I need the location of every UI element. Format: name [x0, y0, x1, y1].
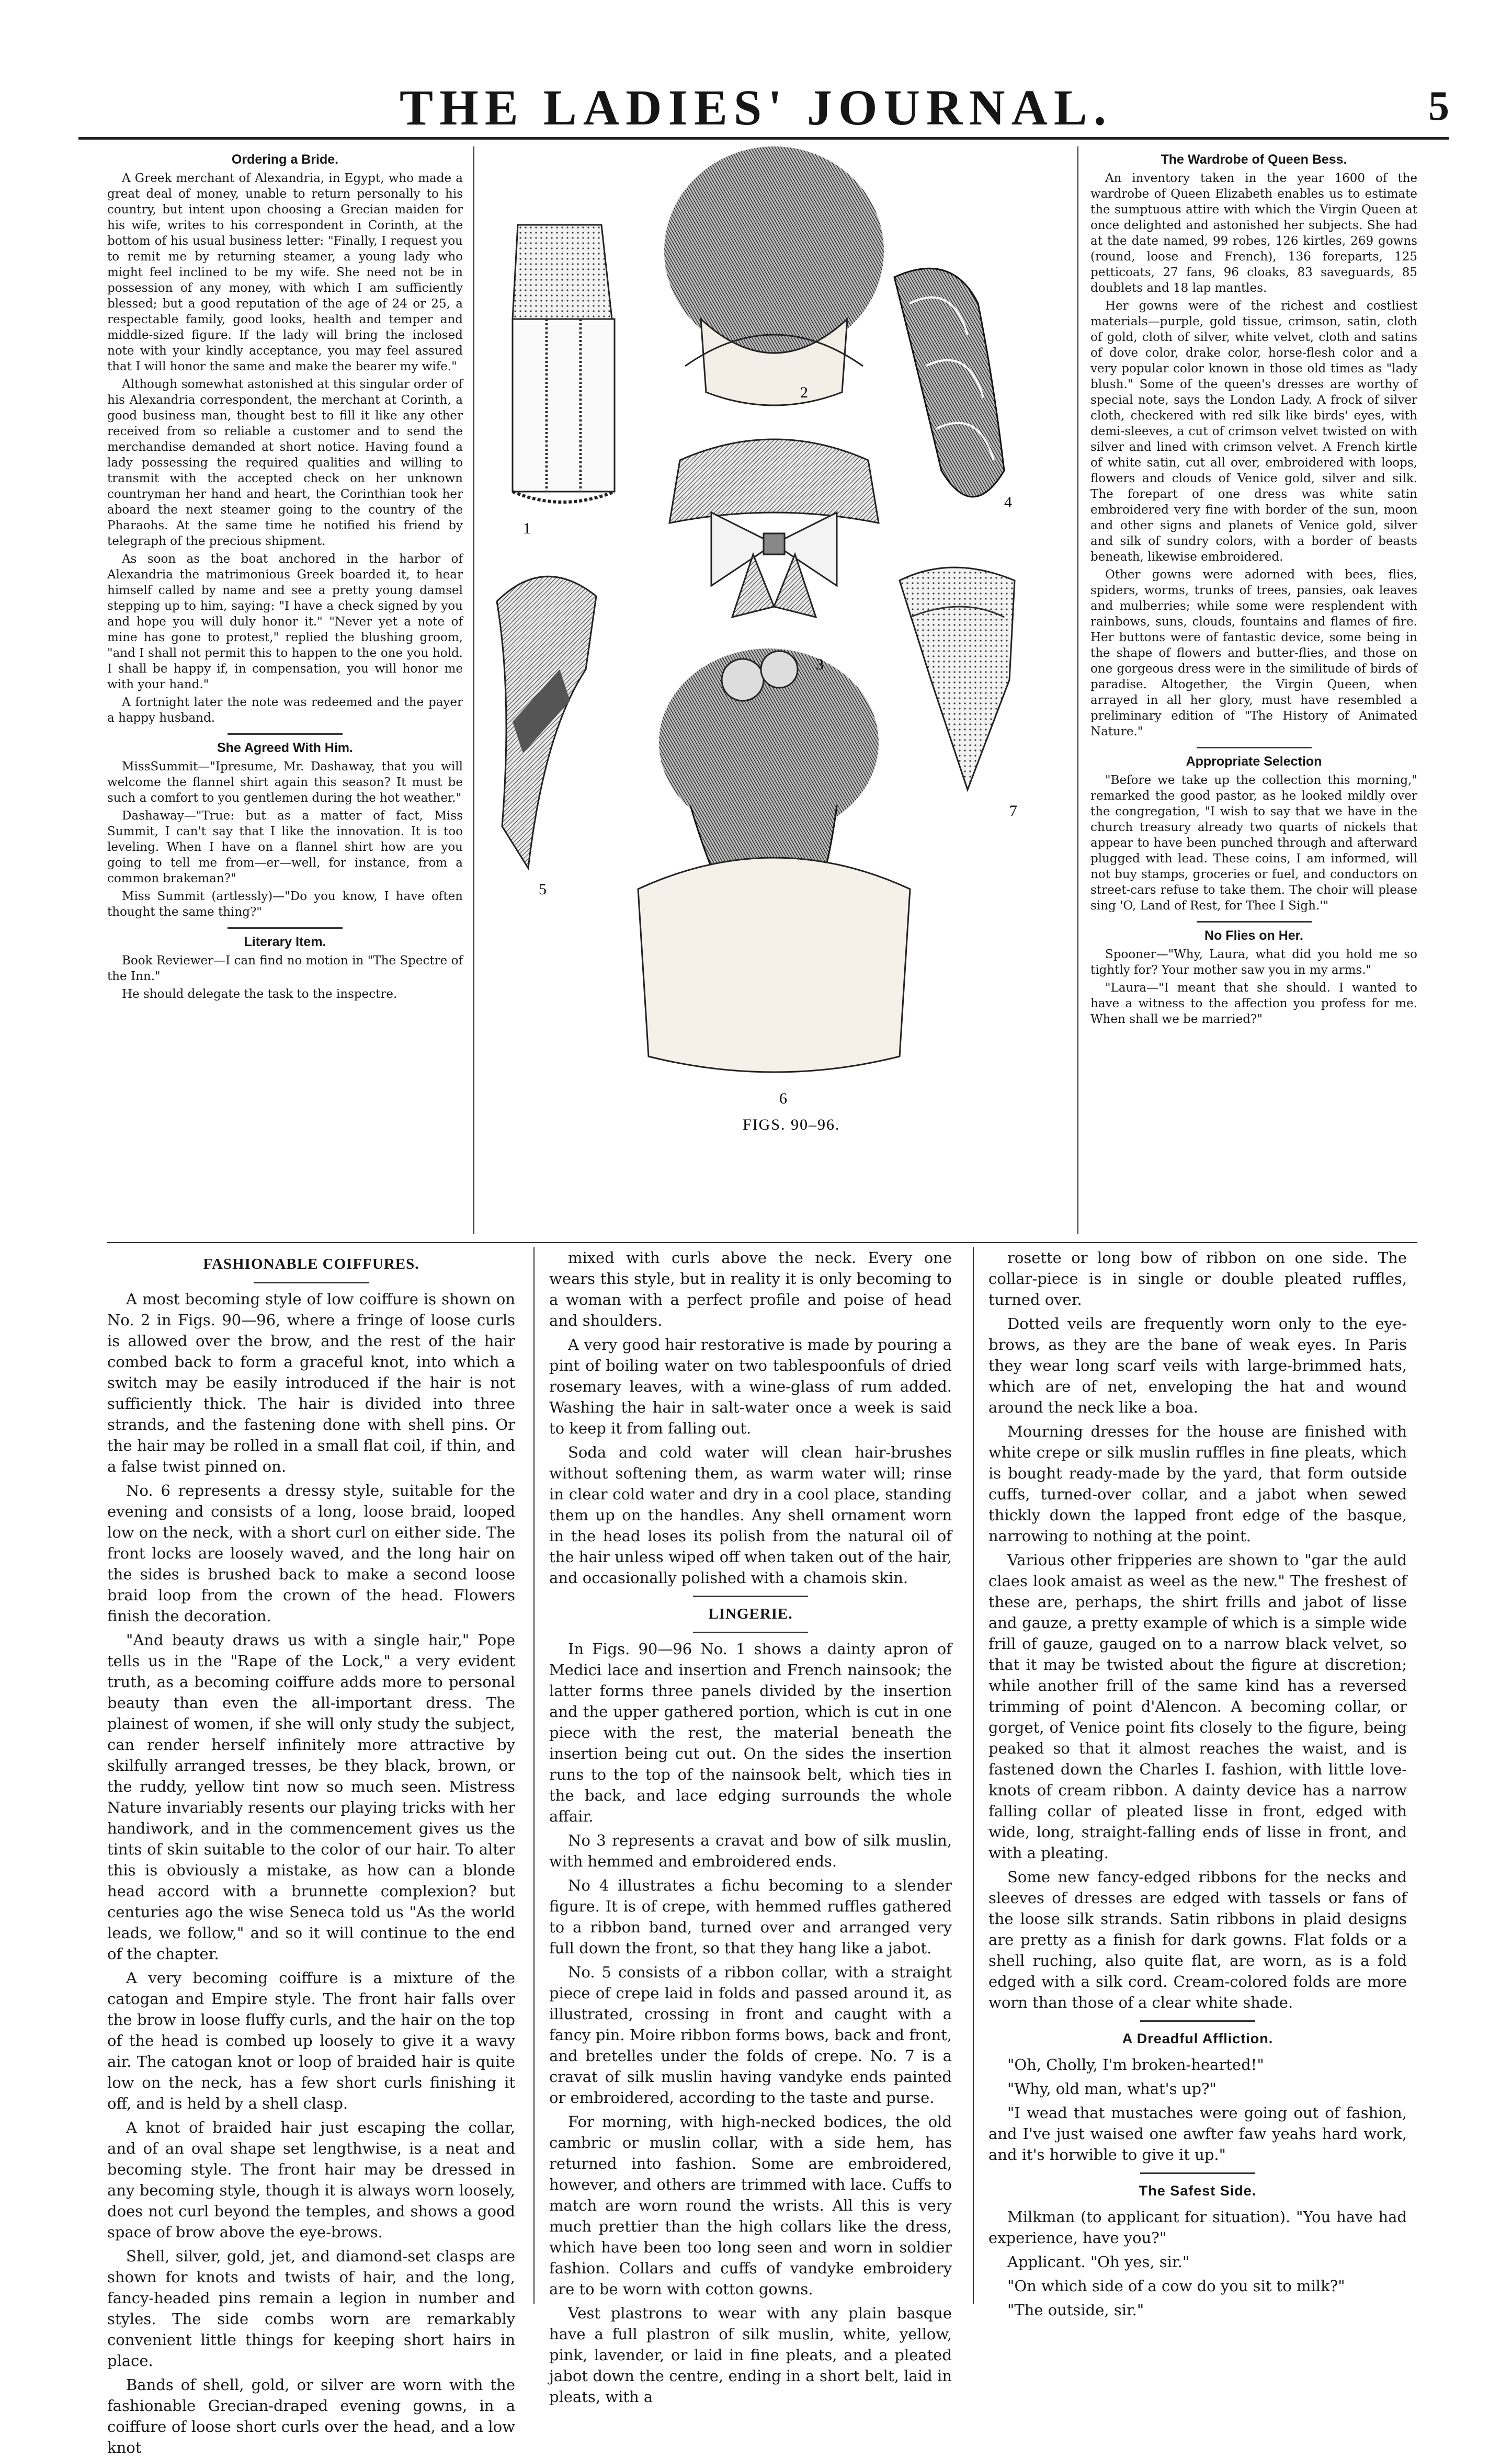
article-heading: No Flies on Her.: [1204, 928, 1303, 943]
article-paragraph: "I wead that mustaches were going out of fashion, and I've just waised one awfter faw yeahs hard work, and it's horwible to give it up.": [988, 2104, 1407, 2164]
masthead-title: THE LADIES' JOURNAL.: [400, 79, 1112, 135]
section-divider-col3-1: [1140, 2172, 1255, 2174]
article-paragraph: A very good hair restorative is made by pouring a pint of boiling water on two tablespoonfuls of dried rosemary leaves, with a wine-glass of rum added. Washing the hair in salt-water once a week is said to keep it from falling out.: [549, 1336, 952, 1437]
masthead-rule: [78, 137, 1449, 140]
article-paragraph: Milkman (to applicant for situation). "You have had experience, have you?": [988, 2208, 1407, 2247]
ribbon-collar-figure-5: [497, 576, 596, 868]
article-paragraph: mixed with curls above the neck. Every one wears this style, but in reality it is only becoming to a woman with a perfect profile and poise of head and shoulders.: [549, 1249, 952, 1329]
article-paragraph: Other gowns were adorned with bees, flies, spiders, worms, trunks of trees, pansies, oak leaves and mulberries; while some were resplendent with rainbows, suns, clouds, fountains and flames of fire. Her buttons were of fantastic device, some being in the shape of flowers and butter-flies, and those on one gorgeous dress were in the similitude of birds of paradise. Altogether, the Virgin Queen, when arrayed in all her glory, must have resembled a preliminary edition of "The History of Animated Nature.": [1090, 568, 1417, 738]
article-paragraph: As soon as the boat anchored in the harbor of Alexandria the matrimonious Greek boarded it, to hear himself called by name and see a pretty young damsel stepping up to him, saying: "I have a check signed by you and hope you will duly honor it." "Never yet a note of mine has gone to protest," replied the blushing groom, "and I shall not permit this to happen to the one you hold. I shall be happy if, in compensation, you will honor me with your hand.": [107, 552, 463, 691]
article-paragraph: Shell, silver, gold, jet, and diamond-set clasps are shown for knots and twists of hair, and the long, fancy-headed pins remain a legion in number and styles. The side combs worn are remarkably convenient little things for keeping short hairs in place.: [107, 2247, 515, 2370]
coiffure-figure-6: [638, 648, 910, 1072]
article-paragraph: Her gowns were of the richest and costliest materials—purple, gold tissue, crimson, satin, cloth of gold, cloth of silver, white velvet, cloth and satins of dove color, drake color, horse-flesh color and a very popular color known in those old times as "lady blush." Some of the queen's dresses are worthy of special note, says the London Lady. A frock of silver cloth, checkered with red silk like birds' eyes, with demi-sleeves, a cut of crimson velvet twisted on with silver and lined with crimson velvet. A French kirtle of white satin, cut all over, embroidered with loops, flowers and clouds of Venice gold, silver and silk. The forepart of one dress was white satin embroidered very fine with border of the sun, moon and other signs and planets of Venice gold, silver and silk of sundry colors, with a border of beasts beneath, likewise embroidered.: [1090, 299, 1417, 564]
column-rule-left: [473, 146, 474, 1234]
article-paragraph: No. 6 represents a dressy style, suitable for the evening and consists of a long, loose braid, looped low on the neck, with a short curl on either side. The front locks are loosely waved, and the long hair on the sides is brushed back to make a second loose braid loop from the crown of the head. Flowers finish the decoration.: [107, 1482, 515, 1625]
article-paragraph: "And beauty draws us with a single hair," Pope tells us in the "Rape of the Lock," a very evident truth, as a becoming coiffure adds more to personal beauty than even the all-important dress. The plainest of women, if she will only study the subject, can render herself infinitely more attractive by skilfully arranged tresses, be they black, brown, or the ruddy, yellow tint now so much seen. Mistress Nature invariably resents our playing tricks with her handiwork, and in the commencement gives us the tints of skin suitable to the color of our hair. To alter this is obviously a mistake, as how can a blonde head accord with a brunnette complexion? but centuries ago the wise Seneca told us "As the world leads, we follow," and so it will continue to the end of the chapter.: [107, 1631, 515, 1963]
section-divider-col2-a: [693, 1596, 808, 1597]
page-number: 5: [1428, 83, 1449, 129]
article-paragraph: An inventory taken in the year 1600 of the wardrobe of Queen Elizabeth enables us to estimate the sumptuous attire with which the Virgin Queen at once delighted and astonished her subjects. She had at the date named, 99 robes, 126 kirtles, 269 gowns (round, loose and French), 136 foreparts, 125 petticoats, 27 fans, 96 cloaks, 83 saveguards, 85 doublets and 18 lap mantles.: [1090, 172, 1417, 295]
fichu-figure-4: [894, 268, 1004, 497]
article-heading: The Safest Side.: [1139, 2183, 1257, 2199]
figure-number-7: 7: [1009, 802, 1017, 820]
figure-number-1: 1: [523, 520, 531, 537]
article-paragraph: MissSummit—"Ipresume, Mr. Dashaway, that you will welcome the flannel shirt again this season? It must be such a comfort to you gentlemen during the hot weather.": [107, 760, 463, 805]
article-paragraph: "Why, old man, what's up?": [1007, 2080, 1217, 2098]
article-paragraph: "On which side of a cow do you sit to milk?": [1007, 2277, 1345, 2295]
article-paragraph: Various other fripperies are shown to "gar the auld claes look amaist as weel as the new." The freshest of these are, perhaps, the shirt frills and jabot of lisse and gauze, a pretty example of which is a simple wide frill of gauze, gauged on to a narrow black velvet, so that it may be twisted about the figure at discretion; while another frill of the same kind has a reversed trimming of point d'Alencon. A becoming collar, or gorget, of Venice point fits closely to the figure, being peaked so that it almost reaches the waist, and is fastened down the Charles I. fashion, with little love-knots of cream ribbon. A dainty device has a narrow falling collar of pleated lisse in front, edged with wide, long, straight-falling ends of lisse in front, and with a pleating.: [988, 1551, 1407, 1862]
article-paragraph: "Before we take up the collection this morning," remarked the good pastor, as he looked mildly over the congregation, "I wish to say that we have in the church treasury already two quarts of nickels that appear to have been punched through and afterward plugged with lead. These coins, I am informed, will not buy stamps, groceries or fuel, and conductors on street-cars refuse to take them. The choir will please sing 'O, Land of Rest, for Thee I Sigh.'": [1090, 773, 1417, 913]
article-paragraph: No 4 illustrates a fichu becoming to a slender figure. It is of crepe, with hemmed ruffles gathered to a ribbon band, turned over and arranged very full down the front, so that they hang like a jabot.: [549, 1876, 952, 1957]
article-paragraph: No 3 represents a cravat and bow of silk muslin, with hemmed and embroidered ends.: [549, 1831, 952, 1870]
article-paragraph: A Greek merchant of Alexandria, in Egypt, who made a great deal of money, unable to return personally to his country, but intent upon choosing a Grecian maiden for his wife, writes to his correspondent in Corinth, at the bottom of his usual business letter: "Finally, I request you to remit me by returning steamer, a young lady who might feel inclined to be my wife. She need not be in possession of any money, with which I am sufficiently blessed; but a good reputation of the age of 24 or 25, a respectable family, good looks, health and temper and middle-sized figure. If the lady will bring the inclosed note with your kindly acceptance, you may feel assured that I will honor the same and make the bearer my wife.": [107, 172, 463, 373]
article-paragraph: A knot of braided hair just escaping the collar, and of an oval shape set lengthwise, is a neat and becoming style. The front hair may be dressed in any becoming style, though it is always worn loosely, does not curl beyond the temples, and shows a good space of brow above the eye-brows.: [107, 2119, 515, 2241]
article-paragraph: In Figs. 90—96 No. 1 shows a dainty apron of Medici lace and insertion and French nainsook; the latter forms three panels divided by the insertion and the upper gathered portion, which is cut in one piece with the rest, the material beneath the insertion being cut out. On the sides the insertion runs to the top of the nainsook belt, which ties in the back, and lace edging surrounds the whole affair.: [549, 1640, 952, 1825]
coiffure-figure-2: [664, 146, 884, 405]
article-paragraph: Mourning dresses for the house are finished with white crepe or silk muslin ruffles in fine pleats, which is bought ready-made by the yard, that form outside cuffs, turned-over collar, and a jabot when sewed thickly down the lapped front edge of the basque, narrowing to nothing at the point.: [988, 1423, 1407, 1545]
figure-number-3: 3: [816, 656, 824, 673]
section-divider-right-top-1: [1197, 747, 1312, 748]
article-paragraph: He should delegate the task to the inspectre.: [122, 987, 397, 1001]
figure-number-6: 6: [779, 1090, 787, 1107]
article-paragraph: Spooner—"Why, Laura, what did you hold me so tightly for? Your mother saw you in my arms.": [1090, 948, 1417, 977]
bottom-column-3: [988, 1247, 1407, 2319]
article-paragraph: For morning, with high-necked bodices, the old cambric or muslin collar, with a side hem, has returned into fashion. Some are embroidered, however, and others are trimmed with lace. Cuffs to match are worn round the wrists. All this is very much prettier than the high collars like the dress, which have been too long seen and worn in soldier fashion. Collars and cuffs of vandyke embroidery are to be worn with cotton gowns.: [549, 2113, 952, 2298]
column-rule-bottom-2: [973, 1247, 974, 2304]
right-top-column: [1090, 146, 1417, 1234]
article-paragraph: Soda and cold water will clean hair-brushes without softening them, as warm water will; rinse in clear cold water and dry in a cool place, standing them up on the handles. Any shell ornament worn in the head loses its polish from the natural oil of the hair unless wiped off when taken out of the hair, and occasionally polished with a chamois skin.: [549, 1443, 952, 1587]
article-paragraph: rosette or long bow of ribbon on one side. The collar-piece is in single or double pleated ruffles, turned over.: [988, 1249, 1407, 1308]
article-paragraph: Book Reviewer—I can find no motion in "The Spectre of the Inn.": [107, 954, 463, 983]
figure-caption: FIGS. 90–96.: [743, 1116, 840, 1133]
section-divider-col1: [254, 1282, 369, 1283]
section-divider-col3-0: [1140, 2020, 1255, 2022]
article-heading: Ordering a Bride.: [231, 152, 339, 167]
left-top-column: [107, 146, 463, 1234]
article-paragraph: A fortnight later the note was redeemed and the payer a happy husband.: [107, 696, 463, 725]
article-paragraph: Some new fancy-edged ribbons for the necks and sleeves of dresses are edged with tassels or fans of the loose silk strands. Satin ribbons in plaid designs are pretty as a finish for dark gowns. Flat folds or a shell ruching, also quite flat, are worn, as is a fold edged with a silk cord. Cream-colored folds are more worn than those of a clear white shade.: [988, 1868, 1407, 2011]
article-paragraph: Dotted veils are frequently worn only to the eye-brows, as they are the bane of weak eyes. In Paris they wear long scarf veils with large-brimmed hats, which are of net, enveloping the hat and wound around the neck like a boa.: [988, 1315, 1407, 1416]
figure-coiffures-lingerie: [481, 146, 1072, 1234]
figure-number-5: 5: [539, 881, 547, 898]
section-rule: [107, 1242, 1417, 1243]
section-divider-left-top-2: [228, 927, 343, 929]
article-heading: The Wardrobe of Queen Bess.: [1161, 152, 1347, 167]
article-heading: She Agreed With Him.: [217, 741, 353, 755]
section-divider-left-top-1: [228, 733, 343, 735]
section-divider-right-top-2: [1197, 921, 1312, 923]
article-heading: Literary Item.: [244, 935, 326, 949]
article-paragraph: Applicant. "Oh yes, sir.": [1007, 2253, 1190, 2271]
bottom-column-2: [549, 1247, 952, 2406]
article-heading: Appropriate Selection: [1186, 754, 1322, 769]
article-paragraph: Bands of shell, gold, or silver are worn with the fashionable Grecian-draped evening gowns, in a coiffure of loose short curls over the head, and a low knot: [107, 2376, 515, 2456]
article-paragraph: "The outside, sir.": [1007, 2301, 1144, 2319]
article-paragraph: Vest plastrons to wear with any plain basque have a full plastron of silk muslin, white, yellow, pink, lavender, or laid in fine pleats, and a pleated jabot down the centre, ending in a short belt, laid in pleats, with a: [549, 2304, 952, 2406]
figure-number-4: 4: [1004, 494, 1012, 511]
figure-number-2: 2: [800, 384, 808, 401]
article-heading-fashionable-coiffures: FASHIONABLE COIFFURES.: [203, 1256, 419, 1272]
article-paragraph: No. 5 consists of a ribbon collar, with a straight piece of crepe laid in folds and passed around it, as illustrated, crossing in front and caught with a fancy pin. Moire ribbon forms bows, back and front, and bretelles under the folds of crepe. No. 7 is a cravat of silk muslin having vandyke ends painted or embroidered, according to the taste and purse.: [549, 1963, 952, 2107]
article-paragraph: "Laura—"I meant that she should. I wanted to have a witness to the affection you profess for me. When shall we be married?": [1090, 981, 1417, 1026]
column-rule-right: [1077, 146, 1078, 1234]
article-paragraph: Although somewhat astonished at this singular order of his Alexandria correspondent, the merchant at Corinth, a good business man, thought best to fill it like any other received from so reliable a customer and to send the merchandise demanded at short notice. Having found a lady possessing the required qualities and willing to transmit with the accepted check on her unknown countryman her hand and heart, the Corinthian took her aboard the next steamer going to the country of the Pharaohs. At the same time he notified his friend by telegraph of the precious shipment.: [107, 378, 463, 548]
article-heading-lingerie: LINGERIE.: [708, 1606, 793, 1622]
article-paragraph: Dashaway—"True: but as a matter of fact, Miss Summit, I can't say that I like the innovation. It is too leveling. When I have on a flannel shirt how are you going to tell me from—er—well, for instance, from a common brakeman?": [107, 809, 463, 885]
bottom-column-1: [107, 1247, 515, 2456]
section-divider-col2-b: [693, 1632, 808, 1633]
column-rule-bottom-1: [533, 1247, 535, 2304]
apron-figure-1: [513, 225, 615, 502]
article-paragraph: Miss Summit (artlessly)—"Do you know, I have often thought the same thing?": [107, 890, 463, 919]
article-heading: A Dreadful Affliction.: [1122, 2031, 1274, 2046]
article-paragraph: A very becoming coiffure is a mixture of the catogan and Empire style. The front hair falls over the brow in loose fluffy curls, and the hair on the top of the head is combed up loosely to give it a wavy air. The catogan knot or loop of braided hair is quite low on the neck, has a few short curls finishing it off, and is held by a shell clasp.: [107, 1969, 515, 2112]
cravat-figure-3: [669, 439, 879, 617]
article-paragraph: "Oh, Cholly, I'm broken-hearted!": [1007, 2056, 1264, 2074]
article-paragraph: A most becoming style of low coiffure is shown on No. 2 in Figs. 90—96, where a fringe of loose curls is allowed over the brow, and the rest of the hair combed back to form a graceful knot, into which a switch may be easily introduced if the hair is not sufficiently thick. The hair is divided into three strands, and the fastening done with shell pins. Or the hair may be rolled in a small flat coil, if thin, and a false twist pinned on.: [107, 1290, 515, 1475]
cravat-figure-7: [900, 567, 1015, 790]
